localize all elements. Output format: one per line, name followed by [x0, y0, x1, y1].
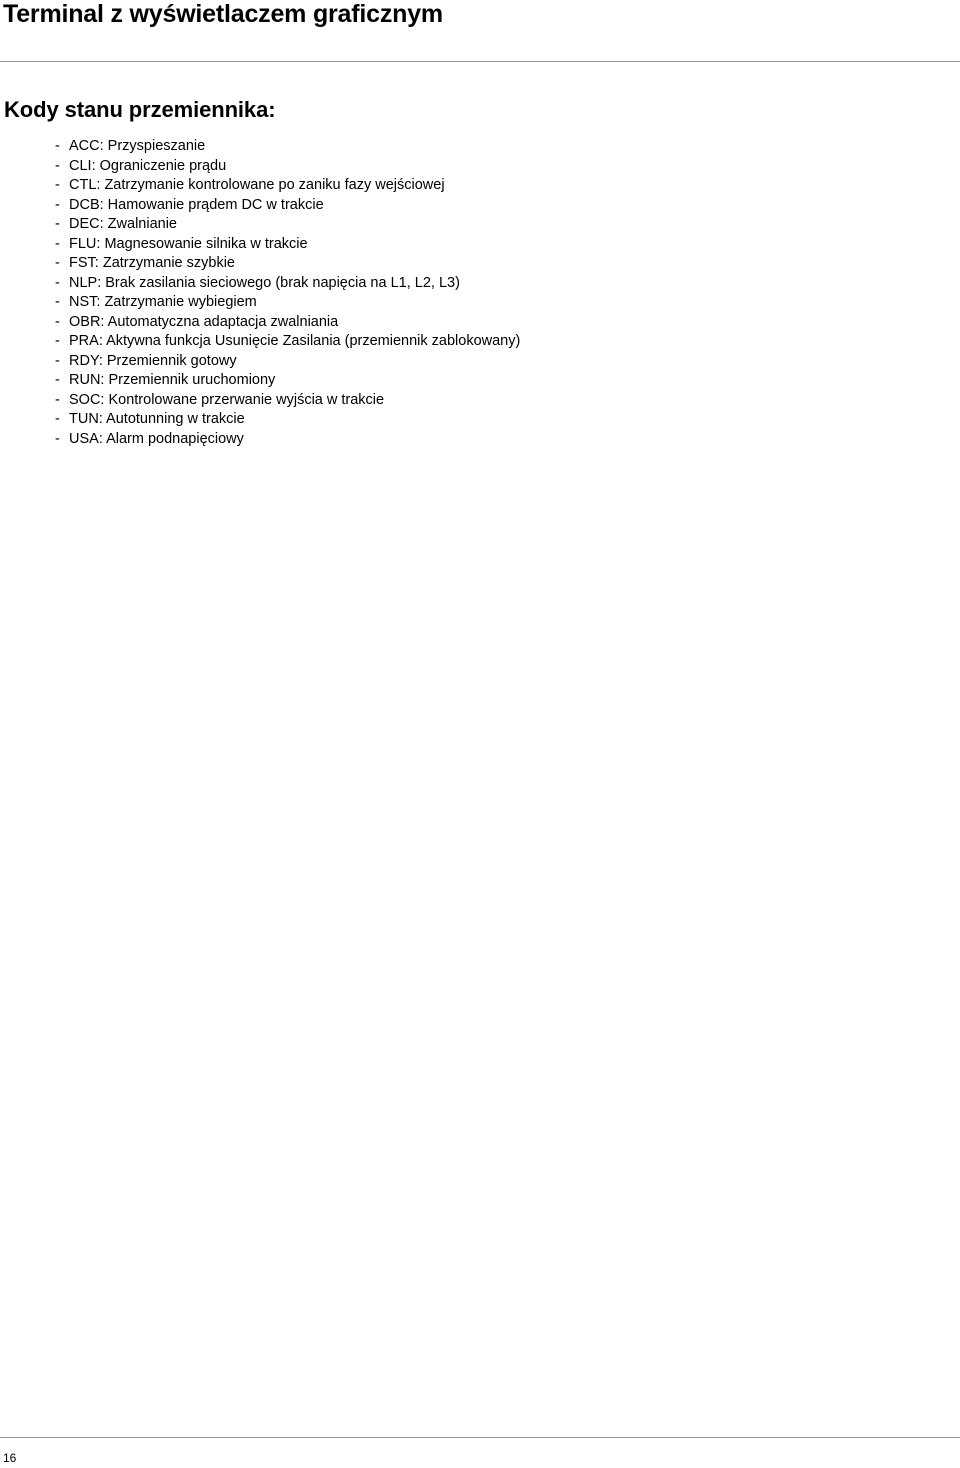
status-code-text: NST: Zatrzymanie wybiegiem [69, 294, 257, 310]
list-dash: - [55, 196, 60, 213]
list-dash: - [55, 157, 60, 174]
list-dash: - [55, 294, 60, 310]
status-code-text: NLP: Brak zasilania sieciowego (brak napięcia na L1, L2, L3) [69, 274, 460, 291]
list-item [55, 352, 520, 372]
footer-divider [0, 1437, 960, 1438]
list-dash: - [55, 235, 60, 252]
status-code-text: RDY: Przemiennik gotowy [69, 352, 237, 369]
list-item [55, 215, 520, 235]
list-dash: - [55, 313, 60, 330]
status-code-text: PRA: Aktywna funkcja Usunięcie Zasilania (przemiennik zablokowany) [69, 333, 521, 349]
list-item [55, 430, 520, 450]
list-item [55, 254, 520, 274]
list-dash: - [55, 333, 60, 349]
status-code-text: RUN: Przemiennik uruchomiony [69, 372, 276, 388]
page-number: 16 [3, 1451, 17, 1465]
list-item [55, 176, 520, 196]
list-item [55, 274, 520, 294]
list-item [55, 196, 520, 216]
list-item [55, 410, 520, 430]
list-item [55, 137, 520, 157]
status-code-text: FLU: Magnesowanie silnika w trakcie [69, 235, 308, 252]
list-dash: - [55, 138, 60, 154]
status-code-text: CTL: Zatrzymanie kontrolowane po zaniku fazy wejściowej [69, 177, 445, 193]
status-code-text: SOC: Kontrolowane przerwanie wyjścia w trakcie [69, 391, 385, 408]
list-dash: - [55, 430, 60, 447]
list-dash: - [55, 352, 60, 369]
list-dash: - [55, 274, 60, 291]
status-code-text: CLI: Ograniczenie prądu [69, 157, 227, 174]
status-code-text: FST: Zatrzymanie szybkie [69, 255, 235, 271]
list-item [55, 157, 520, 177]
list-item [55, 391, 520, 411]
status-code-text: DCB: Hamowanie prądem DC w trakcie [69, 196, 324, 213]
list-item [55, 332, 520, 352]
status-code-text: ACC: Przyspieszanie [69, 138, 206, 154]
list-dash: - [55, 391, 60, 408]
header-divider [0, 61, 960, 62]
list-item [55, 235, 520, 255]
status-code-text: TUN: Autotunning w trakcie [69, 411, 245, 427]
list-dash: - [55, 411, 60, 427]
status-code-list [55, 137, 520, 449]
list-dash: - [55, 372, 60, 388]
list-item [55, 313, 520, 333]
page-title: Terminal z wyświetlaczem graficznym [3, 0, 443, 28]
section-title: Kody stanu przemiennika: [4, 97, 276, 122]
status-code-text: OBR: Automatyczna adaptacja zwalniania [69, 313, 339, 330]
status-code-text: USA: Alarm podnapięciowy [69, 430, 244, 447]
list-dash: - [55, 255, 60, 271]
list-item [55, 371, 520, 391]
status-code-text: DEC: Zwalnianie [69, 216, 177, 232]
list-item [55, 293, 520, 313]
page-header [0, 0, 960, 62]
list-dash: - [55, 177, 60, 193]
list-dash: - [55, 216, 60, 232]
